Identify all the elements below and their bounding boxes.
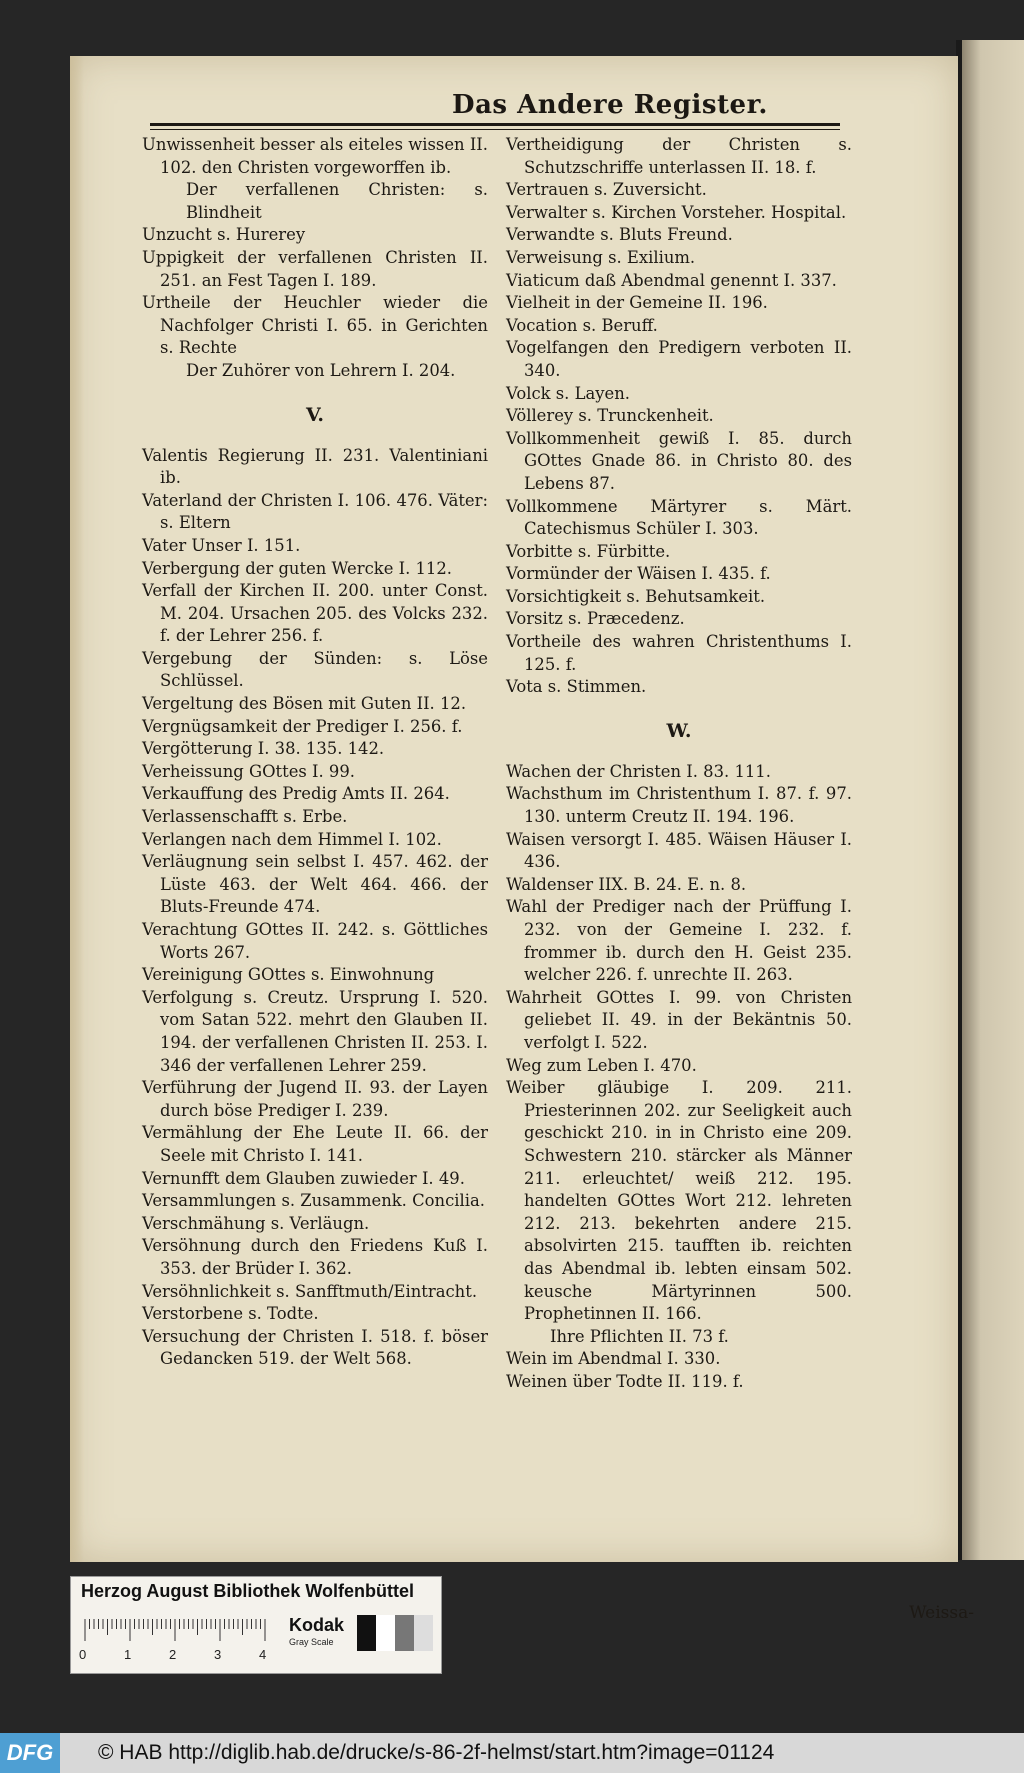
ruler-number: 1 (124, 1647, 132, 1662)
register-entry: Vorbitte s. Fürbitte. (506, 541, 671, 561)
register-entry: Weinen über Todte II. 119. f. (506, 1371, 744, 1391)
register-entry: Vergeltung des Bösen mit Guten II. 12. (142, 694, 467, 714)
register-entry: Verschmähung s. Verläugn. (142, 1213, 370, 1233)
register-entry: Verfall der Kirchen II. 200. unter Const. M. 204. Ursachen 205. des Volcks 232. f. der Lehrer 256. f. (142, 581, 488, 646)
register-entry: Vormünder der Wäisen I. 435. f. (506, 564, 771, 584)
kodak-logo: Kodak (289, 1615, 345, 1635)
register-entry: Wahrheit GOttes I. 99. von Christen geliebet II. 49. in der Bekäntnis 50. verfolgt I. 522. (506, 987, 852, 1052)
register-entry: Verbergung der guten Wercke I. 112. (142, 558, 452, 578)
register-entry: Verachtung GOttes II. 242. s. Göttliches Worts 267. (142, 920, 488, 962)
register-entry: Verführung der Jugend II. 93. der Layen durch böse Prediger I. 239. (142, 1078, 488, 1120)
register-entry: Vollkommenheit gewiß I. 85. durch GOttes Gnade 86. in Christo 80. des Lebens 87. (506, 428, 852, 493)
register-entry: Vielheit in der Gemeine II. 196. (506, 293, 768, 313)
register-entry: Volck s. Layen. (506, 383, 630, 403)
library-color-card (70, 1576, 442, 1674)
register-entry: Verwalter s. Kirchen Vorsteher. Hospital. (506, 202, 847, 222)
register-entry: Vogelfangen den Predigern verboten II. 340. (506, 338, 852, 380)
register-entry: Der verfallenen Christen: s. Blindheit (186, 180, 488, 222)
register-entry: Vocation s. Beruff. (506, 315, 658, 335)
register-entry: Wahl der Prediger nach der Prüffung I. 232. von der Gemeine I. 232. f. frommer ib. durch den H. Geist 235. welcher 226. f. unrechte II. 263. (506, 897, 852, 985)
register-entry: Versammlungen s. Zusammenk. Concilia. (142, 1191, 485, 1211)
register-column-right (506, 134, 852, 1393)
register-entry: Vollkommene Märtyrer s. Märt. Catechismus Schüler I. 303. (506, 496, 852, 539)
register-entry: Vernunfft dem Glauben zuwieder I. 49. (142, 1168, 465, 1188)
library-name: Herzog August Bibliothek Wolfenbüttel (81, 1581, 414, 1601)
ruler-number: 2 (169, 1647, 177, 1662)
register-entry: Vortheile des wahren Christenthums I. 125. f. (506, 632, 852, 674)
register-entry: Wachsthum im Christenthum I. 87. f. 97. 130. unterm Creutz II. 194. 196. (506, 784, 852, 827)
register-entry: Vorsichtigkeit s. Behutsamkeit. (506, 586, 766, 606)
register-entry: Verkauffung des Predig Amts II. 264. (142, 784, 450, 804)
register-entry: Vereinigung GOttes s. Einwohnung (142, 965, 435, 985)
register-entry: Wein im Abendmal I. 330. (506, 1349, 721, 1369)
register-entry: Verläugnung sein selbst I. 457. 462. der Lüste 463. der Welt 464. 466. der Bluts-Freunde 474. (142, 852, 488, 917)
register-entry: Vota s. Stimmen. (506, 677, 647, 697)
register-entry: Unwissenheit besser als eiteles wissen II. 102. den Christen vorgeworffen ib. (142, 135, 488, 177)
register-entry: Uppigkeit der verfallenen Christen II. 251. an Fest Tagen I. 189. (142, 247, 488, 290)
register-entry: Verheissung GOttes I. 99. (142, 761, 355, 781)
register-entry: Völlerey s. Trunckenheit. (506, 406, 714, 426)
register-entry: Vergebung der Sünden: s. Löse Schlüssel. (142, 648, 488, 691)
register-entry: Vertrauen s. Zuversicht. (506, 180, 707, 200)
register-entry: Versöhnung durch den Friedens Kuß I. 353. der Brüder I. 362. (142, 1236, 488, 1278)
register-entry: Waldenser IIX. B. 24. E. n. 8. (506, 874, 747, 894)
ruler-number: 4 (259, 1647, 267, 1662)
register-entry: Versuchung der Christen I. 518. f. böser Gedancken 519. der Welt 568. (142, 1326, 488, 1369)
register-entry: Vater Unser I. 151. (142, 535, 301, 555)
register-entry: Verlangen nach dem Himmel I. 102. (142, 829, 442, 849)
register-column-left (142, 134, 488, 1371)
register-entry: Unzucht s. Hurerey (142, 225, 306, 245)
register-entry: Vorsitz s. Præcedenz. (506, 609, 685, 629)
register-entry: Versöhnlichkeit s. Sanfftmuth/Eintracht. (142, 1281, 478, 1301)
register-entry: Viaticum daß Abendmal genennt I. 337. (506, 270, 837, 290)
copyright-link[interactable]: © HAB http://diglib.hab.de/drucke/s-86-2f-helmst/start.htm?image=01124 (98, 1741, 775, 1764)
register-entry: Vergnügsamkeit der Prediger I. 256. f. (142, 716, 463, 736)
register-entry: Weg zum Leben I. 470. (506, 1055, 697, 1075)
register-entry: Valentis Regierung II. 231. Valentiniani ib. (142, 445, 488, 488)
register-entry: Weiber gläubige I. 209. 211. Priesterinnen 202. zur Seeligkeit auch geschickt 210. in in Christo eine 209. Schwestern 210. stärcker als Männer 211. erleuchtet/ weiß 212. 195. handelten GOttes Wort 212. lehreten 212. 213. bekehrten andere 215. absolvirten 215. taufften ib. reichten das Abendmal ib. lebten einsam 502. keusche Märtyrinnen 500. Prophetinnen II. 166. (506, 1078, 852, 1324)
gray-patches (357, 1615, 433, 1651)
register-entry: Verfolgung s. Creutz. Ursprung I. 520. vom Satan 522. mehrt den Glauben II. 194. der verfallenen Christen II. 253. I. 346 der verfallenen Lehrer 259. (142, 987, 488, 1075)
register-entry: Verlassenschafft s. Erbe. (142, 807, 348, 827)
register-entry: Waisen versorgt I. 485. Wäisen Häuser I. 436. (506, 829, 852, 872)
facing-page-edge (962, 40, 1024, 1560)
footer-bar (0, 1733, 1024, 1773)
section-letter: W. (666, 719, 692, 742)
section-letter: V. (305, 403, 325, 426)
register-entry: Urtheile der Heuchler wieder die Nachfolger Christi I. 65. in Gerichten s. Rechte (142, 293, 488, 358)
ruler-numbers (79, 1647, 279, 1665)
header-rule (150, 123, 840, 126)
catchword: Weissa- (909, 1603, 974, 1623)
register-entry: Vaterland der Christen I. 106. 476. Väter: s. Eltern (142, 490, 488, 533)
register-entry: Ihre Pflichten II. 73 f. (550, 1326, 729, 1346)
register-entry: Vermählung der Ehe Leute II. 66. der Seele mit Christo I. 141. (142, 1123, 488, 1165)
ruler-number: 0 (79, 1647, 87, 1662)
register-entry: Wachen der Christen I. 83. 111. (506, 761, 771, 781)
register-entry: Vergötterung I. 38. 135. 142. (142, 739, 385, 759)
register-entry: Vertheidigung der Christen s. Schutzschriffe unterlassen II. 18. f. (506, 135, 852, 177)
register-entry: Verstorbene s. Todte. (142, 1304, 319, 1324)
header-rule-thin (150, 129, 840, 130)
register-entry: Verwandte s. Bluts Freund. (506, 225, 733, 245)
dfg-logo: DFG (0, 1733, 60, 1773)
register-entry: Der Zuhörer von Lehrern I. 204. (186, 360, 456, 380)
gray-scale-label: Gray Scale (289, 1637, 334, 1647)
running-head: Das Andere Register. (452, 90, 768, 120)
register-entry: Verweisung s. Exilium. (506, 247, 696, 267)
ruler-scale (81, 1619, 271, 1641)
ruler-number: 3 (214, 1647, 222, 1662)
